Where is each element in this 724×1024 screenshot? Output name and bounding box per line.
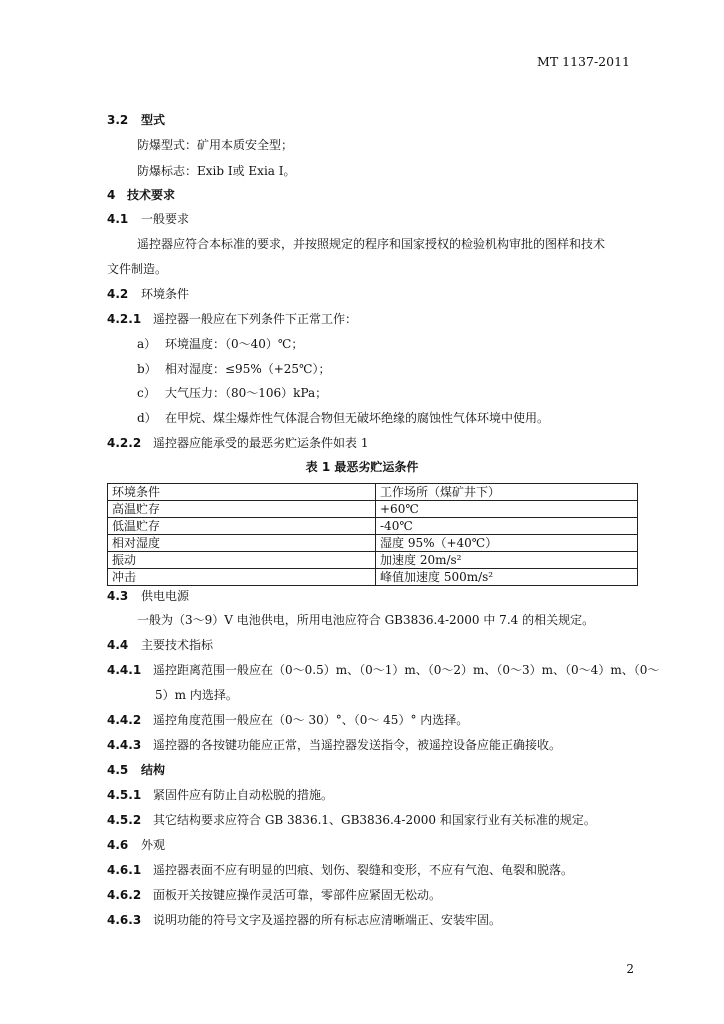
list-item	[137, 409, 549, 426]
clause-text: 遥控器一般应在下列条件下正常工作：	[153, 312, 358, 326]
clause-number: 4.4.2	[107, 713, 142, 727]
list-item	[137, 335, 303, 352]
clause-text: 遥控器表面不应有明显的凹痕、划伤、裂缝和变形，不应有气泡、龟裂和脱落。	[153, 863, 574, 877]
clause-4-5-2	[107, 811, 596, 828]
heading-4	[107, 186, 175, 203]
heading-number: 3.2	[107, 113, 129, 127]
heading-4-4	[107, 636, 213, 653]
clause-text: 遥控角度范围一般应在（0～ 30）°、（0～ 45）° 内选择。	[153, 713, 469, 727]
list-text: 相对湿度：≤95%（+25℃）；	[165, 362, 331, 376]
clause-number: 4.4.3	[107, 738, 142, 752]
heading-number: 4.2	[107, 287, 129, 301]
storage-conditions-table	[107, 483, 638, 586]
heading-title: 供电电源	[141, 589, 190, 603]
table-cell: -40℃	[376, 518, 638, 535]
heading-title: 型式	[141, 113, 166, 127]
clause-4-6-2	[107, 886, 441, 903]
heading-number: 4.6	[107, 838, 129, 852]
document-code: MT 1137-2011	[537, 54, 630, 69]
table-header-cell: 工作场所（煤矿井下）	[376, 484, 638, 501]
paragraph: 防爆标志：Exib Ⅰ或 Exia Ⅰ。	[137, 164, 296, 178]
clause-4-5-1	[107, 786, 333, 803]
clause-4-2-2	[107, 434, 368, 451]
clause-number: 4.6.3	[107, 913, 142, 927]
heading-title: 结构	[141, 763, 166, 777]
list-item	[137, 384, 327, 401]
list-text: 大气压力：（80～106）kPa；	[165, 386, 328, 400]
table-cell: 湿度 95%（+40℃）	[376, 535, 638, 552]
table-cell: 加速度 20m/s²	[376, 552, 638, 569]
heading-number: 4	[107, 188, 116, 202]
clause-number: 4.6.1	[107, 863, 142, 877]
list-marker: a）	[137, 337, 157, 351]
heading-title: 主要技术指标	[141, 638, 214, 652]
clause-number: 4.6.2	[107, 888, 142, 902]
clause-4-4-3	[107, 736, 561, 753]
heading-title: 技术要求	[127, 188, 176, 202]
table-cell: 相对湿度	[108, 535, 376, 552]
heading-number: 4.1	[107, 212, 129, 226]
table-row	[108, 535, 638, 552]
table-header-cell: 环境条件	[108, 484, 376, 501]
clause-number: 4.2.1	[107, 312, 142, 326]
heading-title: 外观	[141, 838, 166, 852]
page-number: 2	[626, 962, 634, 976]
heading-4-5	[107, 761, 165, 778]
table-cell: 冲击	[108, 569, 376, 586]
table-cell: 振动	[108, 552, 376, 569]
paragraph: 防爆型式：矿用本质安全型；	[137, 138, 294, 152]
table-cell: 低温贮存	[108, 518, 376, 535]
clause-continuation: 5）m 内选择。	[155, 688, 238, 702]
table-header-row	[108, 484, 638, 501]
heading-title: 一般要求	[141, 212, 190, 226]
clause-4-6-1	[107, 861, 573, 878]
list-text: 在甲烷、煤尘爆炸性气体混合物但无破坏绝缘的腐蚀性气体环境中使用。	[165, 411, 550, 425]
table-row	[108, 569, 638, 586]
clause-text: 紧固件应有防止自动松脱的措施。	[153, 788, 334, 802]
clause-4-6-3	[107, 911, 501, 928]
paragraph: 文件制造。	[107, 262, 168, 276]
clause-text: 其它结构要求应符合 GB 3836.1、GB3836.4-2000 和国家行业有关标准的规定。	[153, 813, 596, 827]
heading-number: 4.4	[107, 638, 129, 652]
table-row	[108, 518, 638, 535]
table-row	[108, 501, 638, 518]
table-cell: 峰值加速度 500m/s²	[376, 569, 638, 586]
heading-4-2	[107, 285, 189, 302]
list-text: 环境温度：（0～40）℃；	[165, 337, 304, 351]
list-item	[137, 360, 330, 377]
heading-4-1	[107, 210, 189, 227]
clause-4-4-1	[107, 661, 659, 678]
clause-number: 4.5.1	[107, 788, 142, 802]
heading-title: 环境条件	[141, 287, 190, 301]
clause-text: 面板开关按键应操作灵活可靠，零部件应紧固无松动。	[153, 888, 442, 902]
table-cell: 高温贮存	[108, 501, 376, 518]
heading-4-3	[107, 587, 189, 604]
clause-4-4-2	[107, 711, 468, 728]
table-title: 表 1 最恶劣贮运条件	[305, 460, 419, 474]
heading-number: 4.3	[107, 589, 129, 603]
heading-4-6	[107, 836, 165, 853]
heading-number: 4.5	[107, 763, 129, 777]
list-marker: c）	[137, 386, 156, 400]
paragraph: 遥控器应符合本标准的要求，并按照规定的程序和国家授权的检验机构审批的图样和技术	[137, 237, 606, 251]
clause-number: 4.4.1	[107, 663, 142, 677]
clause-4-2-1	[107, 310, 357, 327]
clause-number: 4.5.2	[107, 813, 142, 827]
clause-text: 遥控距离范围一般应在（0～0.5）m、（0～1）m、（0～2）m、（0～3）m、（0～4）m、（0～	[153, 663, 660, 677]
clause-text: 遥控器应能承受的最恶劣贮运条件如表 1	[153, 436, 369, 450]
clause-text: 说明功能的符号文字及遥控器的所有标志应清晰端正、安装牢固。	[153, 913, 502, 927]
list-marker: d）	[137, 411, 157, 425]
clause-text: 遥控器的各按键功能应正常，当遥控器发送指令，被遥控设备应能正确接收。	[153, 738, 562, 752]
paragraph: 一般为（3～9）V 电池供电，所用电池应符合 GB3836.4-2000 中 7.4 的相关规定。	[137, 613, 595, 627]
heading-3-2	[107, 111, 165, 128]
clause-number: 4.2.2	[107, 436, 142, 450]
list-marker: b）	[137, 362, 157, 376]
table-cell: +60℃	[376, 501, 638, 518]
table-row	[108, 552, 638, 569]
